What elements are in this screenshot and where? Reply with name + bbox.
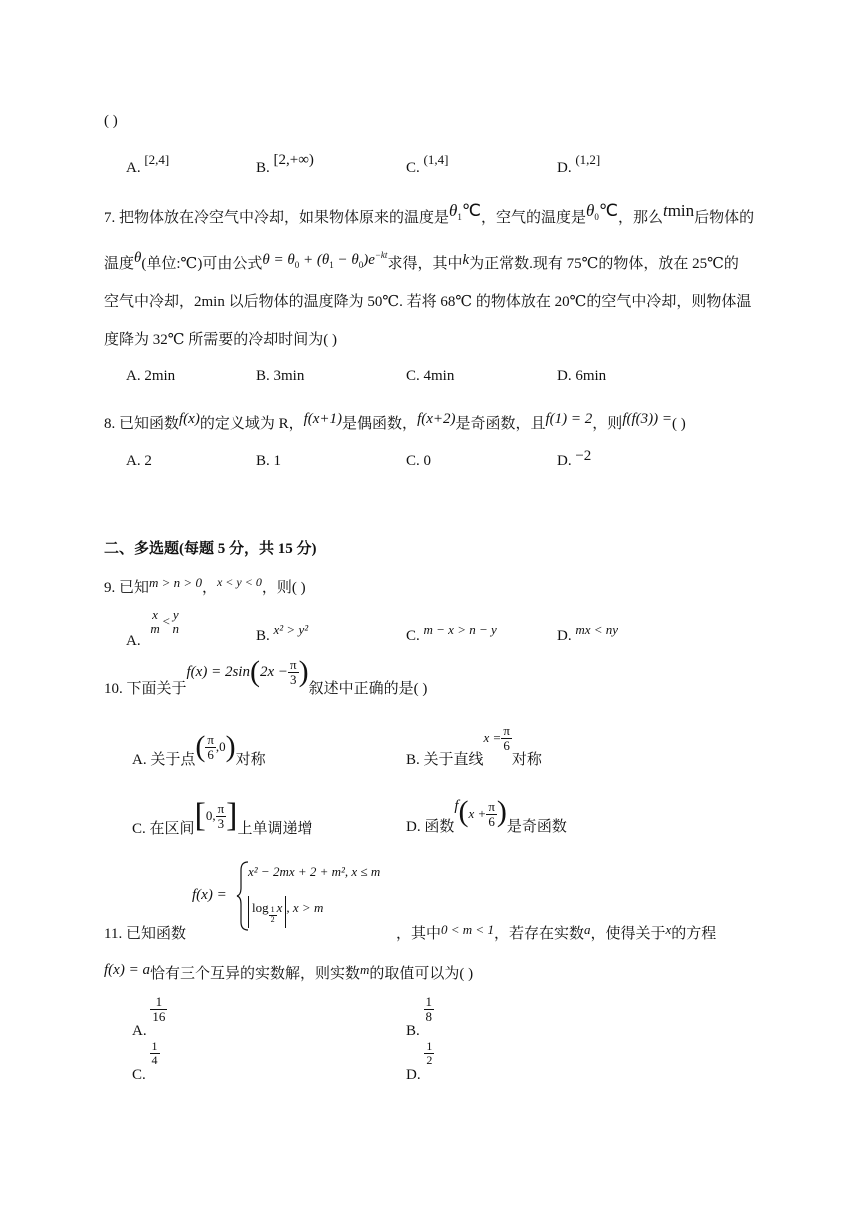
fraction — [424, 995, 435, 1023]
text: 7. 把物体放在冷空气中冷却，如果物体原来的温度是 — [104, 210, 450, 226]
option-label: A. — [126, 160, 141, 176]
math: f(x) = — [192, 887, 227, 903]
q8-option-c: C. 0 — [406, 453, 432, 469]
math: f(x) = a — [104, 962, 150, 978]
numerator: π — [207, 731, 214, 747]
text: 对称 — [511, 751, 542, 768]
text: D. 函数 — [406, 819, 455, 836]
math: f(x+2) — [417, 411, 456, 427]
q9-option-c — [406, 622, 497, 645]
math-sub: 0 — [294, 260, 300, 270]
fraction — [501, 724, 512, 752]
text: 是偶函数， — [342, 416, 418, 432]
option-value: [2,4] — [144, 152, 170, 167]
math: 2x − — [259, 663, 288, 680]
text: 叙述中正确的是( ) — [308, 681, 428, 698]
q9-option-b — [256, 622, 309, 645]
math-sub: 0 — [358, 260, 364, 270]
option-value: (1,2] — [575, 152, 601, 167]
option-value: mx < ny — [575, 622, 619, 637]
numerator: y — [172, 607, 179, 622]
text: 恰有三个互异的实数解，则实数 — [149, 966, 360, 982]
math: x < y < 0 — [216, 575, 262, 589]
denominator: 8 — [425, 1008, 433, 1024]
option-label: D. — [557, 628, 572, 644]
option-label: B. — [406, 1022, 420, 1039]
q11-fx-label — [192, 887, 227, 904]
formula — [262, 252, 387, 268]
math: x + — [468, 806, 487, 821]
option-value: m − x > n − y — [423, 622, 497, 637]
option-value: [2,+∞) — [273, 152, 314, 168]
paren-left: ( — [195, 730, 206, 763]
q6-option-c — [406, 152, 449, 177]
math-t: t — [662, 201, 668, 220]
fraction — [269, 906, 277, 924]
q8-option-b: B. 1 — [256, 453, 282, 469]
text: C. 在区间 — [132, 821, 195, 838]
math: f — [454, 797, 459, 814]
q11-option-d — [406, 1039, 434, 1083]
fraction — [148, 608, 161, 635]
q7-option-b: B. 3min — [256, 368, 305, 384]
text: ，使得关于 — [590, 926, 666, 942]
formula-exponent: −kt — [374, 250, 388, 260]
denominator: 3 — [217, 815, 225, 831]
math-sub: 0 — [594, 212, 599, 222]
piecewise-case-2 — [248, 896, 323, 928]
text: ，空气的温度是 — [480, 210, 586, 226]
option-label: A. — [132, 1022, 147, 1039]
option-value: −2 — [575, 448, 592, 464]
option-value: x² > y² — [273, 622, 309, 637]
formula-part: + (θ — [299, 252, 330, 268]
numerator: 1 — [150, 995, 167, 1010]
math-theta: θ — [134, 250, 142, 266]
bracket-right: ] — [226, 797, 238, 834]
denominator: 6 — [207, 746, 214, 762]
q9-stem — [104, 576, 306, 597]
math-min: min — [667, 201, 695, 220]
bracket-left: [ — [194, 797, 206, 834]
denominator: 3 — [290, 671, 297, 687]
q9-option-d — [557, 622, 619, 645]
option-value: (1,4] — [423, 152, 449, 167]
q7-line-1 — [104, 201, 755, 228]
fraction — [205, 733, 216, 761]
text: 8. 已知函数 — [104, 416, 180, 432]
text: ，若存在实数 — [493, 926, 584, 942]
q8-option-a: A. 2 — [126, 453, 152, 469]
text: 的定义域为 R， — [199, 416, 304, 432]
formula-part: )e — [363, 252, 375, 268]
math: , x > m — [286, 900, 324, 915]
text: 是奇函数 — [506, 819, 567, 836]
q11-option-c — [132, 1039, 160, 1083]
math: a — [583, 922, 591, 937]
text: ， — [201, 580, 217, 596]
numerator: π — [217, 800, 225, 816]
text: 是奇函数，且 — [455, 416, 546, 432]
q11-line-2 — [104, 962, 473, 983]
math: x — [276, 900, 283, 915]
fraction — [288, 658, 299, 686]
math: m > n > 0 — [149, 575, 202, 590]
math: f(x+1) — [303, 411, 343, 427]
text: 对称 — [235, 752, 266, 769]
math: 0 < m < 1 — [441, 922, 494, 937]
option-label: C. — [132, 1066, 146, 1083]
q8-option-d — [557, 448, 592, 470]
degree-symbol: ℃ — [598, 201, 618, 220]
math: log — [252, 900, 269, 915]
option-label: D. — [557, 160, 572, 176]
text: 温度 — [104, 256, 135, 272]
text: ( ) — [672, 416, 686, 432]
math: 0, — [205, 808, 216, 823]
fraction — [150, 995, 167, 1023]
q11-line-1a: 11. 已知函数 — [104, 926, 186, 942]
paren-right: ) — [298, 655, 309, 688]
numerator: x — [152, 607, 158, 622]
text: 10. 下面关于 — [104, 681, 187, 698]
math: ,0 — [215, 739, 226, 754]
paren-right: ) — [496, 795, 507, 828]
fraction — [150, 1040, 160, 1066]
text: 后物体的 — [694, 210, 755, 226]
math: m — [359, 962, 370, 977]
numerator: π — [488, 798, 495, 814]
q10-option-a — [132, 730, 266, 769]
q7-line-2 — [104, 252, 739, 274]
q6-option-d — [557, 152, 601, 177]
numerator: 1 — [151, 1039, 158, 1053]
q11-line-1b — [396, 922, 716, 943]
formula-part: θ = θ — [262, 252, 295, 268]
option-label: C. — [406, 160, 420, 176]
text: ，则( ) — [261, 580, 306, 596]
denominator: 6 — [503, 737, 510, 753]
math: x — [665, 922, 672, 937]
fraction — [424, 1040, 434, 1066]
math: f(f(3)) = — [622, 411, 672, 427]
q7-option-a: A. 2min — [126, 368, 176, 384]
q6-option-b — [256, 152, 314, 177]
paren-right: ) — [225, 730, 236, 763]
denominator: 6 — [488, 813, 495, 829]
q8-stem — [104, 412, 686, 433]
q6-option-a — [126, 152, 170, 177]
option-label: B. — [256, 160, 270, 176]
section-title: 二、多选题(每题 5 分，共 15 分) — [104, 541, 317, 557]
denominator: 16 — [152, 1008, 166, 1024]
q10-option-d — [406, 795, 567, 836]
math: x = — [483, 730, 502, 746]
numerator: 1 — [270, 905, 275, 915]
option-label: B. — [256, 628, 270, 644]
math-sub: 1 — [329, 260, 334, 270]
text: ，那么 — [617, 210, 663, 226]
math: f(x) — [179, 411, 200, 427]
text: 为正常数.现有 75℃的物体，放在 25℃的 — [469, 256, 739, 272]
paren-left: ( — [458, 795, 469, 828]
fraction — [216, 802, 227, 830]
option-label: D. — [557, 453, 572, 469]
numerator: π — [503, 723, 510, 738]
q7-line-3: 空气中冷却，2min 以后物体的温度降为 50℃. 若将 68℃ 的物体放在 20℃的空气中冷却，则物体温 — [104, 294, 752, 310]
fraction — [486, 800, 497, 828]
math-sub: 1 — [457, 212, 462, 222]
denominator: 4 — [151, 1052, 158, 1067]
q10-option-c — [132, 797, 313, 838]
text: ，其中 — [396, 926, 442, 942]
text: 求得，其中 — [387, 256, 463, 272]
numerator: π — [290, 656, 297, 672]
numerator: 1 — [426, 1039, 433, 1053]
option-label: A. — [126, 633, 141, 650]
q10-stem — [104, 655, 428, 698]
text: ，则 — [592, 416, 623, 432]
q11-option-a — [132, 994, 167, 1039]
option-label: C. — [406, 628, 420, 644]
denominator: 2 — [270, 914, 275, 924]
text: 的取值可以为( ) — [369, 966, 474, 982]
formula-part: − θ — [333, 252, 359, 268]
math-k: k — [462, 252, 470, 268]
q9-option-a — [126, 607, 181, 650]
q7-option-d: D. 6min — [557, 368, 607, 384]
text: 9. 已知 — [104, 580, 150, 596]
text: A. 关于点 — [132, 752, 196, 769]
paren-left: ( — [249, 655, 260, 688]
text: (单位:℃)可由公式 — [141, 256, 263, 272]
math: f(x) = 2sin — [186, 663, 250, 680]
fraction — [171, 608, 182, 635]
denominator: 2 — [426, 1052, 433, 1067]
option-label: D. — [406, 1066, 421, 1083]
q7-option-c: C. 4min — [406, 368, 455, 384]
q6-paren: ( ) — [104, 113, 118, 129]
denominator: n — [172, 620, 180, 636]
math: < — [161, 613, 171, 629]
denominator: m — [150, 620, 160, 636]
piecewise-case-1: x² − 2mx + 2 + m², x ≤ m — [248, 864, 381, 879]
numerator: 1 — [425, 994, 433, 1009]
degree-symbol: ℃ — [461, 201, 481, 220]
math-theta: θ — [449, 201, 458, 220]
math: f(1) = 2 — [545, 411, 593, 427]
q10-option-b — [406, 723, 542, 768]
text: 的方程 — [671, 926, 717, 942]
text: 上单调递增 — [237, 821, 313, 838]
q11-option-b — [406, 994, 434, 1039]
text: B. 关于直线 — [406, 751, 484, 768]
math-theta: θ — [585, 201, 595, 220]
q7-line-4: 度降为 32℃ 所需要的冷却时间为( ) — [104, 332, 338, 348]
